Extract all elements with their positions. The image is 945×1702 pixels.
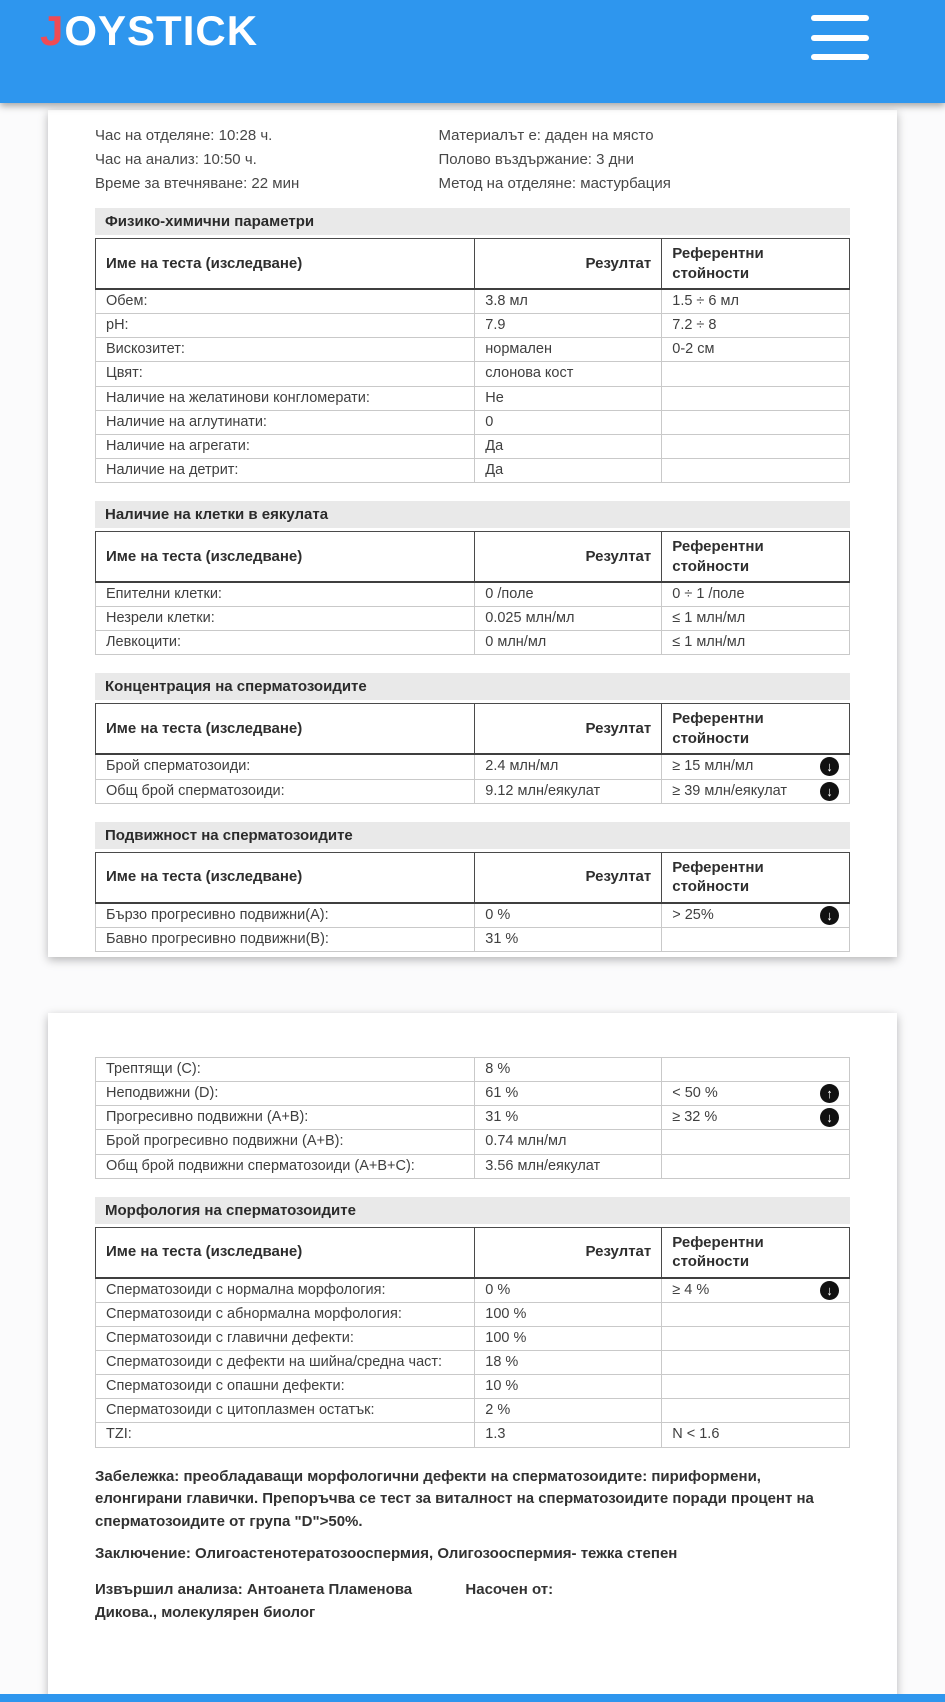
reference-cell (662, 607, 850, 631)
table-header (96, 704, 850, 755)
header-reference: Референтни стойности (662, 532, 850, 583)
reference-cell (662, 1130, 850, 1154)
table-row (96, 1302, 850, 1326)
result-cell: Да (475, 434, 662, 458)
test-name-cell: Сперматозоиди с абнормална морфология: (96, 1302, 475, 1326)
reference-cell (662, 1278, 850, 1303)
table-row (96, 903, 850, 928)
table-body (96, 754, 850, 803)
test-name-cell: Сперматозоиди с главични дефекти: (96, 1326, 475, 1350)
reference-cell (662, 458, 850, 482)
motility-continuation-section (95, 1057, 850, 1179)
table-header (96, 1227, 850, 1278)
reference-wrap (672, 316, 839, 335)
reference-cell (662, 1423, 850, 1447)
result-cell: Не (475, 386, 662, 410)
table-body (96, 582, 850, 655)
sample-info-right-column (439, 124, 850, 196)
reference-cell (662, 903, 850, 928)
table-row (96, 1423, 850, 1447)
result-cell: 2.4 млн/мл (475, 754, 662, 779)
down-arrow-icon: ↓ (820, 1281, 839, 1300)
test-name-cell: Неподвижни (D): (96, 1082, 475, 1106)
reference-wrap (672, 1108, 839, 1127)
reference-cell (662, 1351, 850, 1375)
table-row (96, 1399, 850, 1423)
table-row (96, 1326, 850, 1350)
test-name-cell: Епителни клетки: (96, 582, 475, 607)
result-cell: 1.3 (475, 1423, 662, 1447)
reference-cell (662, 927, 850, 951)
test-name-cell: Левкоцити: (96, 631, 475, 655)
table-row (96, 1375, 850, 1399)
result-cell: 9.12 млн/еякулат (475, 779, 662, 803)
test-name-cell: Наличие на детрит: (96, 458, 475, 482)
test-name-cell: Общ брой сперматозоиди: (96, 779, 475, 803)
test-name-cell: Сперматозоиди с опашни дефекти: (96, 1375, 475, 1399)
table-row (96, 582, 850, 607)
table-row (96, 410, 850, 434)
result-cell: 100 % (475, 1326, 662, 1350)
reference-text: 0-2 см (672, 341, 715, 358)
reference-cell (662, 1106, 850, 1130)
reference-cell (662, 386, 850, 410)
sample-info-block (95, 124, 850, 196)
header-result: Резултат (475, 704, 662, 755)
result-cell: 18 % (475, 1351, 662, 1375)
result-cell: 0 (475, 410, 662, 434)
table-header-row (96, 1227, 850, 1278)
table-header (96, 532, 850, 583)
reference-cell (662, 1154, 850, 1178)
reference-text: 1.5 ÷ 6 мл (672, 293, 739, 309)
up-arrow-icon: ↑ (820, 1084, 839, 1103)
section-title: Морфология на сперматозоидите (95, 1197, 850, 1224)
result-cell: 31 % (475, 927, 662, 951)
test-name-cell: Сперматозоиди с цитоплазмен остатък: (96, 1399, 475, 1423)
section-title: Подвижност на сперматозоидите (95, 822, 850, 849)
header-reference: Референтни стойности (662, 852, 850, 903)
table-row (96, 338, 850, 362)
menu-button[interactable] (811, 15, 869, 60)
table-row (96, 754, 850, 779)
reference-cell (662, 1399, 850, 1423)
report-section (95, 822, 850, 952)
info-line: Време за втечняване: 22 мин (95, 175, 300, 192)
result-cell: 3.8 мл (475, 289, 662, 314)
info-line: Час на анализ: 10:50 ч. (95, 151, 257, 168)
table-row (96, 1154, 850, 1178)
reference-cell (662, 1058, 850, 1082)
result-cell: 8 % (475, 1058, 662, 1082)
hamburger-icon (811, 35, 869, 41)
down-arrow-icon: ↓ (820, 1108, 839, 1127)
test-name-cell: pH: (96, 314, 475, 338)
test-name-cell: Общ брой подвижни сперматозоиди (A+B+C): (96, 1154, 475, 1178)
reference-cell (662, 779, 850, 803)
motility-continuation-table-container (95, 1057, 850, 1179)
conclusion-paragraph: Заключение: Олигоастенотератозооспермия, Олигозооспермия- тежка степен (95, 1545, 678, 1562)
test-name-cell: Трептящи (C): (96, 1058, 475, 1082)
section-title: Концентрация на сперматозоидите (95, 673, 850, 700)
info-line: Полово въздържание: 3 дни (438, 151, 635, 168)
results-table (95, 531, 850, 655)
table-header-row (96, 704, 850, 755)
test-name-cell: Наличие на аглутинати: (96, 410, 475, 434)
header-test-name: Име на теста (изследване) (96, 532, 475, 583)
reference-wrap (672, 906, 839, 925)
reference-text: ≥ 32 % (672, 1109, 718, 1126)
test-name-cell: Прогресивно подвижни (A+B): (96, 1106, 475, 1130)
reference-wrap (672, 340, 839, 359)
referred-by-label: Насочен от: (465, 1580, 554, 1598)
table-header (96, 239, 850, 290)
logo-text: OYSTICK (64, 7, 259, 54)
reference-cell (662, 314, 850, 338)
test-name-cell: Вискозитет: (96, 338, 475, 362)
result-cell: 10 % (475, 1375, 662, 1399)
result-cell: 0 % (475, 903, 662, 928)
test-name-cell: Бавно прогресивно подвижни(B): (96, 927, 475, 951)
sample-info-left-column (95, 124, 439, 196)
reference-cell (662, 1326, 850, 1350)
test-name-cell: Бързо прогресивно подвижни(A): (96, 903, 475, 928)
header-result: Резултат (475, 239, 662, 290)
reference-text: ≤ 1 млн/мл (672, 634, 746, 651)
reference-cell (662, 582, 850, 607)
reference-cell (662, 754, 850, 779)
table-header (96, 852, 850, 903)
table-row (96, 779, 850, 803)
header-reference: Референтни стойности (662, 704, 850, 755)
result-cell: 3.56 млн/еякулат (475, 1154, 662, 1178)
test-name-cell: TZI: (96, 1423, 475, 1447)
header-test-name: Име на теста (изследване) (96, 1227, 475, 1278)
header-result: Резултат (475, 1227, 662, 1278)
reference-wrap (672, 1425, 839, 1444)
reference-cell (662, 338, 850, 362)
test-name-cell: Незрели клетки: (96, 607, 475, 631)
table-row (96, 1130, 850, 1154)
result-cell: слонова кост (475, 362, 662, 386)
results-table (95, 852, 850, 952)
down-arrow-icon: ↓ (820, 906, 839, 925)
table-header-row (96, 239, 850, 290)
result-cell: 31 % (475, 1106, 662, 1130)
header-test-name: Име на теста (изследване) (96, 704, 475, 755)
info-line: Метод на отделяне: мастурбация (438, 175, 671, 192)
result-cell: 61 % (475, 1082, 662, 1106)
reference-text: N < 1.6 (672, 1426, 720, 1443)
table-row (96, 631, 850, 655)
results-table (95, 703, 850, 803)
down-arrow-icon: ↓ (820, 782, 839, 801)
test-name-cell: Брой сперматозоиди: (96, 754, 475, 779)
table-row (96, 1106, 850, 1130)
down-arrow-icon: ↓ (820, 757, 839, 776)
hamburger-icon (811, 54, 869, 60)
hamburger-icon (811, 15, 869, 21)
reference-wrap (672, 585, 839, 604)
table-row (96, 386, 850, 410)
header-reference: Референтни стойности (662, 239, 850, 290)
table-row (96, 1058, 850, 1082)
test-name-cell: Наличие на агрегати: (96, 434, 475, 458)
info-line: Час на отделяне: 10:28 ч. (95, 127, 273, 144)
results-table (95, 1057, 850, 1179)
reference-cell (662, 1375, 850, 1399)
header-test-name: Име на теста (изследване) (96, 852, 475, 903)
table-body (96, 1058, 850, 1179)
report-section (95, 208, 850, 483)
result-cell: 2 % (475, 1399, 662, 1423)
table-row (96, 1278, 850, 1303)
analyst-row (95, 1578, 850, 1625)
test-name-cell: Наличие на желатинови конгломерати: (96, 386, 475, 410)
card2-sections-container (95, 1197, 850, 1448)
table-row (96, 458, 850, 482)
reference-cell (662, 1082, 850, 1106)
result-cell: 0.74 млн/мл (475, 1130, 662, 1154)
header-result: Резултат (475, 532, 662, 583)
result-cell: 0 % (475, 1278, 662, 1303)
table-row (96, 314, 850, 338)
logo-letter-j: J (40, 7, 65, 54)
table-row (96, 927, 850, 951)
reference-cell (662, 434, 850, 458)
reference-text: ≥ 4 % (672, 1281, 710, 1298)
section-title: Физико-химични параметри (95, 208, 850, 235)
table-body (96, 903, 850, 952)
result-cell: 0.025 млн/мл (475, 607, 662, 631)
result-cell: нормален (475, 338, 662, 362)
top-app-bar (0, 0, 945, 103)
table-body (96, 289, 850, 483)
table-header-row (96, 852, 850, 903)
header-reference: Референтни стойности (662, 1227, 850, 1278)
reference-wrap (672, 292, 839, 311)
bottom-accent-bar (0, 1694, 945, 1702)
header-result: Резултат (475, 852, 662, 903)
reference-cell (662, 362, 850, 386)
reference-cell (662, 631, 850, 655)
report-card-2 (48, 1013, 897, 1702)
results-table (95, 238, 850, 483)
results-table (95, 1227, 850, 1448)
test-name-cell: Сперматозоиди с нормална морфология: (96, 1278, 475, 1303)
test-name-cell: Цвят: (96, 362, 475, 386)
reference-text: ≤ 1 млн/мл (672, 610, 746, 627)
reference-text: 7.2 ÷ 8 (672, 317, 717, 334)
reference-wrap (672, 633, 839, 652)
table-row (96, 607, 850, 631)
result-cell: 0 млн/мл (475, 631, 662, 655)
card1-sections-container (95, 208, 850, 952)
reference-wrap (672, 1281, 839, 1300)
table-row (96, 1082, 850, 1106)
reference-cell (662, 410, 850, 434)
result-cell: 0 /поле (475, 582, 662, 607)
reference-wrap (672, 609, 839, 628)
table-row (96, 434, 850, 458)
reference-text: < 50 % (672, 1085, 718, 1102)
report-section (95, 673, 850, 803)
note-paragraph: Забележка: преобладаващи морфологични дефекти на сперматозоидите: пириформени, елонгирани главички. Препоръчва се тест за виталност на сперматозоидите поради процент на сперматозоидите от група "D">50%. (95, 1467, 814, 1530)
result-cell: Да (475, 458, 662, 482)
table-body (96, 1278, 850, 1447)
reference-wrap (672, 757, 839, 776)
report-section (95, 501, 850, 655)
reference-wrap (672, 782, 839, 801)
table-header-row (96, 532, 850, 583)
reference-cell (662, 289, 850, 314)
reference-text: ≥ 15 млн/мл (672, 758, 754, 775)
table-row (96, 289, 850, 314)
reference-text: 0 ÷ 1 /поле (672, 586, 745, 602)
app-logo[interactable] (40, 8, 258, 54)
test-name-cell: Обем: (96, 289, 475, 314)
reference-wrap (672, 1084, 839, 1103)
table-row (96, 1351, 850, 1375)
info-line: Материалът е: даден на място (438, 127, 654, 144)
test-name-cell: Сперматозоиди с дефекти на шийна/средна част: (96, 1351, 475, 1375)
reference-cell (662, 1302, 850, 1326)
section-title: Наличие на клетки в еякулата (95, 501, 850, 528)
table-row (96, 362, 850, 386)
reference-text: > 25% (672, 906, 714, 923)
result-cell: 100 % (475, 1302, 662, 1326)
header-test-name: Име на теста (изследване) (96, 239, 475, 290)
report-section (95, 1197, 850, 1448)
reference-text: ≥ 39 млн/еякулат (672, 782, 788, 799)
analyst-name: Извършил анализа: Антоанета Пламенова Дикова., молекулярен биолог (95, 1580, 413, 1621)
result-cell: 7.9 (475, 314, 662, 338)
report-card-1 (48, 110, 897, 957)
test-name-cell: Брой прогресивно подвижни (A+B): (96, 1130, 475, 1154)
